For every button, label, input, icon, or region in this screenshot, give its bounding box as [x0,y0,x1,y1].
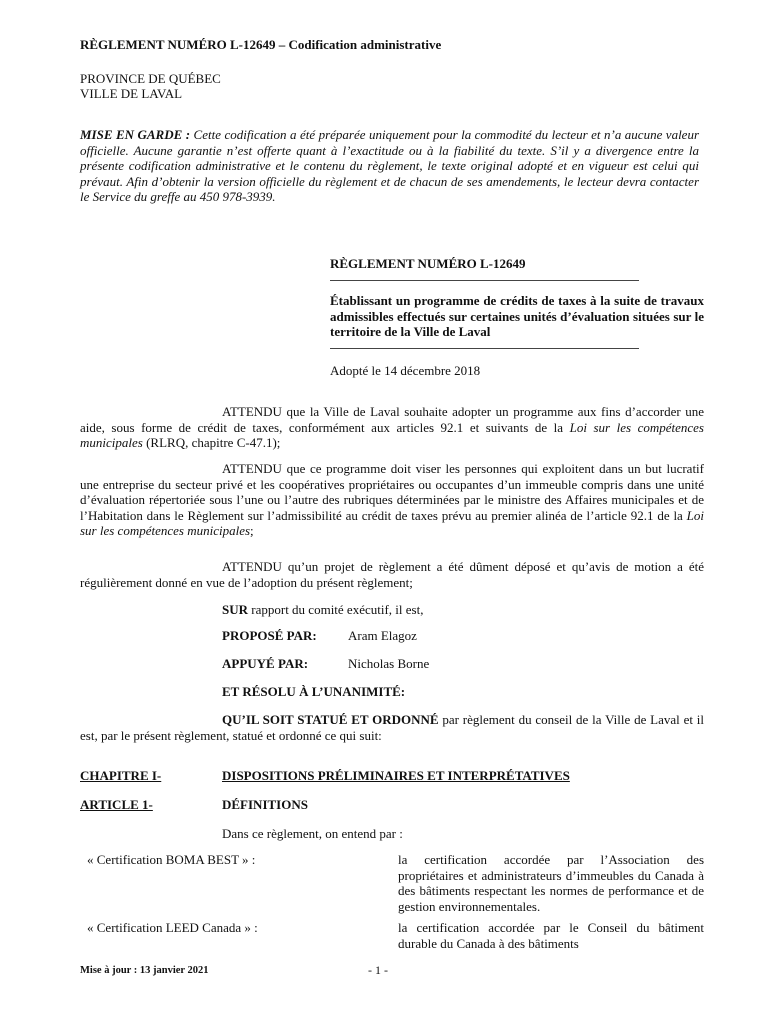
warning-text: Cette codification a été préparée uniquement pour la commodité du lecteur et n’a aucune valeur officielle. Aucune garantie n’est offerte quant à l’exactitude ou à la fiabilité du texte. S’il y a divergence entre la présente codification administrative et le contenu du règlement, le texte original adopté et en vigueur est celui qui prévaut. Afin d’obtenir la version officielle du règlement et de chacun de ses amendements, le lecteur devra contacter le Service du greffe au 450 978-3939. [80,127,700,204]
sur-rapport-line: SUR rapport du comité exécutif, il est, [222,602,424,617]
chapter-label: CHAPITRE I- [80,768,162,783]
definition-text: la certification accordée par l’Association des propriétaires et administrateurs d’immeubles du Canada à des bâtiments respectant les normes de performance et de gestion environnementales. [398,852,704,914]
block-number: RÈGLEMENT NUMÉRO L-12649 [330,256,526,271]
warning-label: MISE EN GARDE : [80,127,191,142]
definition-text: la certification accordée par le Conseil du bâtiment durable du Canada à des bâtiments [398,920,704,951]
definition-term: « Certification BOMA BEST » : [87,852,256,867]
article-intro: Dans ce règlement, on entend par : [222,826,403,841]
ville-line: VILLE DE LAVAL [80,86,183,101]
document-title: RÈGLEMENT NUMÉRO L-12649 – Codification administrative [80,37,442,52]
province-line: PROVINCE DE QUÉBEC [80,71,221,86]
page-number: - 1 - [368,963,388,977]
block-subject: Établissant un programme de crédits de taxes à la suite de travaux admissibles effectués sur certaines unités d’évaluation situées sur le territoire de la Ville de Laval [330,293,704,339]
adoption-date: Adopté le 14 décembre 2018 [330,363,481,378]
appuye-name: Nicholas Borne [348,656,430,671]
definition-term: « Certification LEED Canada » : [87,920,258,935]
divider-bottom [330,348,639,349]
article-label: ARTICLE 1- [80,797,153,812]
law-citation: Loi sur les compétences municipales [80,507,704,538]
footer-update: Mise à jour : 13 janvier 2021 [80,965,209,976]
appuye-label: APPUYÉ PAR: [222,656,309,671]
law-citation: Loi sur les compétences municipales [80,419,704,450]
statue-paragraph: QU’IL SOIT STATUÉ ET ORDONNÉ par règlement du conseil de la Ville de Laval et il est, par le présent règlement, statué et ordonné ce qui suit: [80,712,704,743]
resolu-line: ET RÉSOLU À L’UNANIMITÉ: [222,684,406,699]
attendu-paragraph-1: ATTENDU que la Ville de Laval souhaite adopter un programme aux fins d’accorder une aide, sous forme de crédit de taxes, conformément aux articles 92.1 et suivants de la Loi sur les compétences municipales (RLRQ, chapitre C-47.1); [80,404,704,450]
attendu-paragraph-2: ATTENDU que ce programme doit viser les personnes qui exploitent dans un but lucratif une entreprise du secteur privé et les coopératives propriétaires ou occupantes d’un immeuble compris dans une unité d’évaluation répertoriée sous l’une ou l’autre des rubriques déterminées par le ministre des Affaires municipales et de l’Habitation dans le Règlement sur l’admissibilité au crédit de taxes prévu au premier alinéa de l’article 92.1 de la Loi sur les compétences municipales; [80,461,704,538]
divider-top [330,280,639,281]
warning-paragraph [80,127,699,205]
propose-name: Aram Elagoz [348,628,417,643]
propose-label: PROPOSÉ PAR: [222,628,317,643]
chapter-title: DISPOSITIONS PRÉLIMINAIRES ET INTERPRÉTATIVES [222,768,570,783]
article-title: DÉFINITIONS [222,797,308,812]
attendu-paragraph-3: ATTENDU qu’un projet de règlement a été dûment déposé et qu’avis de motion a été régulièrement donné en vue de l’adoption du présent règlement; [80,559,704,590]
